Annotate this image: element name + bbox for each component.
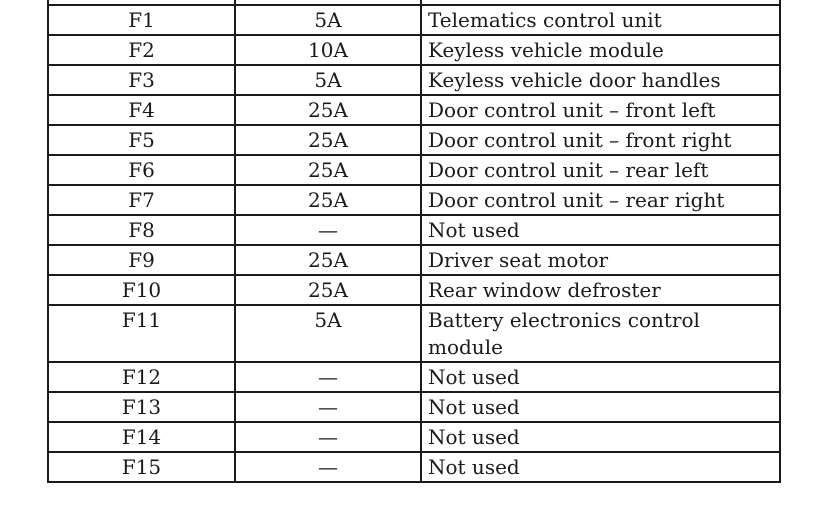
circuit-description-cell: Keyless vehicle door handles (421, 65, 780, 95)
fuse-number-cell: F5 (48, 125, 235, 155)
amperage-cell: 5A (235, 5, 421, 35)
table-row (48, 5, 780, 35)
table-row (48, 215, 780, 245)
circuit-description-cell: Keyless vehicle module (421, 35, 780, 65)
fuse-number-cell: F1 (48, 5, 235, 35)
circuit-description-cell: Not used (421, 392, 780, 422)
circuit-description-cell: Door control unit – front right (421, 125, 780, 155)
amperage-cell: 5A (235, 65, 421, 95)
fuse-number-cell: F2 (48, 35, 235, 65)
circuit-description-cell: Driver seat motor (421, 245, 780, 275)
fuse-number-cell: F10 (48, 275, 235, 305)
fuse-table-body (48, 0, 780, 482)
table-row (48, 125, 780, 155)
fuse-number-cell: F14 (48, 422, 235, 452)
amperage-cell: 25A (235, 155, 421, 185)
amperage-cell: — (235, 422, 421, 452)
amperage-cell: 25A (235, 275, 421, 305)
circuit-description-cell: Not used (421, 452, 780, 482)
amperage-cell: — (235, 215, 421, 245)
amperage-cell: 5A (235, 305, 421, 362)
table-row (48, 452, 780, 482)
circuit-description-cell: Not used (421, 422, 780, 452)
table-row (48, 185, 780, 215)
circuit-description-cell: Door control unit – rear left (421, 155, 780, 185)
fuse-number-cell: F3 (48, 65, 235, 95)
fuse-table (47, 0, 781, 483)
circuit-description-cell: Battery electronics control module (421, 305, 780, 362)
table-row (48, 35, 780, 65)
circuit-description-cell: Telematics control unit (421, 5, 780, 35)
table-row (48, 275, 780, 305)
table-row (48, 65, 780, 95)
fuse-number-cell: F6 (48, 155, 235, 185)
amperage-cell: 25A (235, 95, 421, 125)
circuit-description-cell: Not used (421, 362, 780, 392)
fuse-number-cell: F11 (48, 305, 235, 362)
table-row (48, 305, 780, 362)
table-row (48, 422, 780, 452)
fuse-number-cell: F15 (48, 452, 235, 482)
amperage-cell: — (235, 362, 421, 392)
fuse-number-cell: F9 (48, 245, 235, 275)
amperage-cell: 10A (235, 35, 421, 65)
amperage-cell: 25A (235, 185, 421, 215)
table-row (48, 95, 780, 125)
table-row (48, 155, 780, 185)
circuit-description-cell: Door control unit – front left (421, 95, 780, 125)
circuit-description-cell: Door control unit – rear right (421, 185, 780, 215)
fuse-number-cell: F12 (48, 362, 235, 392)
circuit-description-cell: Not used (421, 215, 780, 245)
fuse-number-cell: F4 (48, 95, 235, 125)
table-row (48, 392, 780, 422)
amperage-cell: — (235, 452, 421, 482)
fuse-number-cell: F8 (48, 215, 235, 245)
amperage-cell: — (235, 392, 421, 422)
table-row (48, 245, 780, 275)
amperage-cell: 25A (235, 125, 421, 155)
fuse-number-cell: F7 (48, 185, 235, 215)
table-row (48, 362, 780, 392)
amperage-cell: 25A (235, 245, 421, 275)
fuse-number-cell: F13 (48, 392, 235, 422)
circuit-description-cell: Rear window defroster (421, 275, 780, 305)
